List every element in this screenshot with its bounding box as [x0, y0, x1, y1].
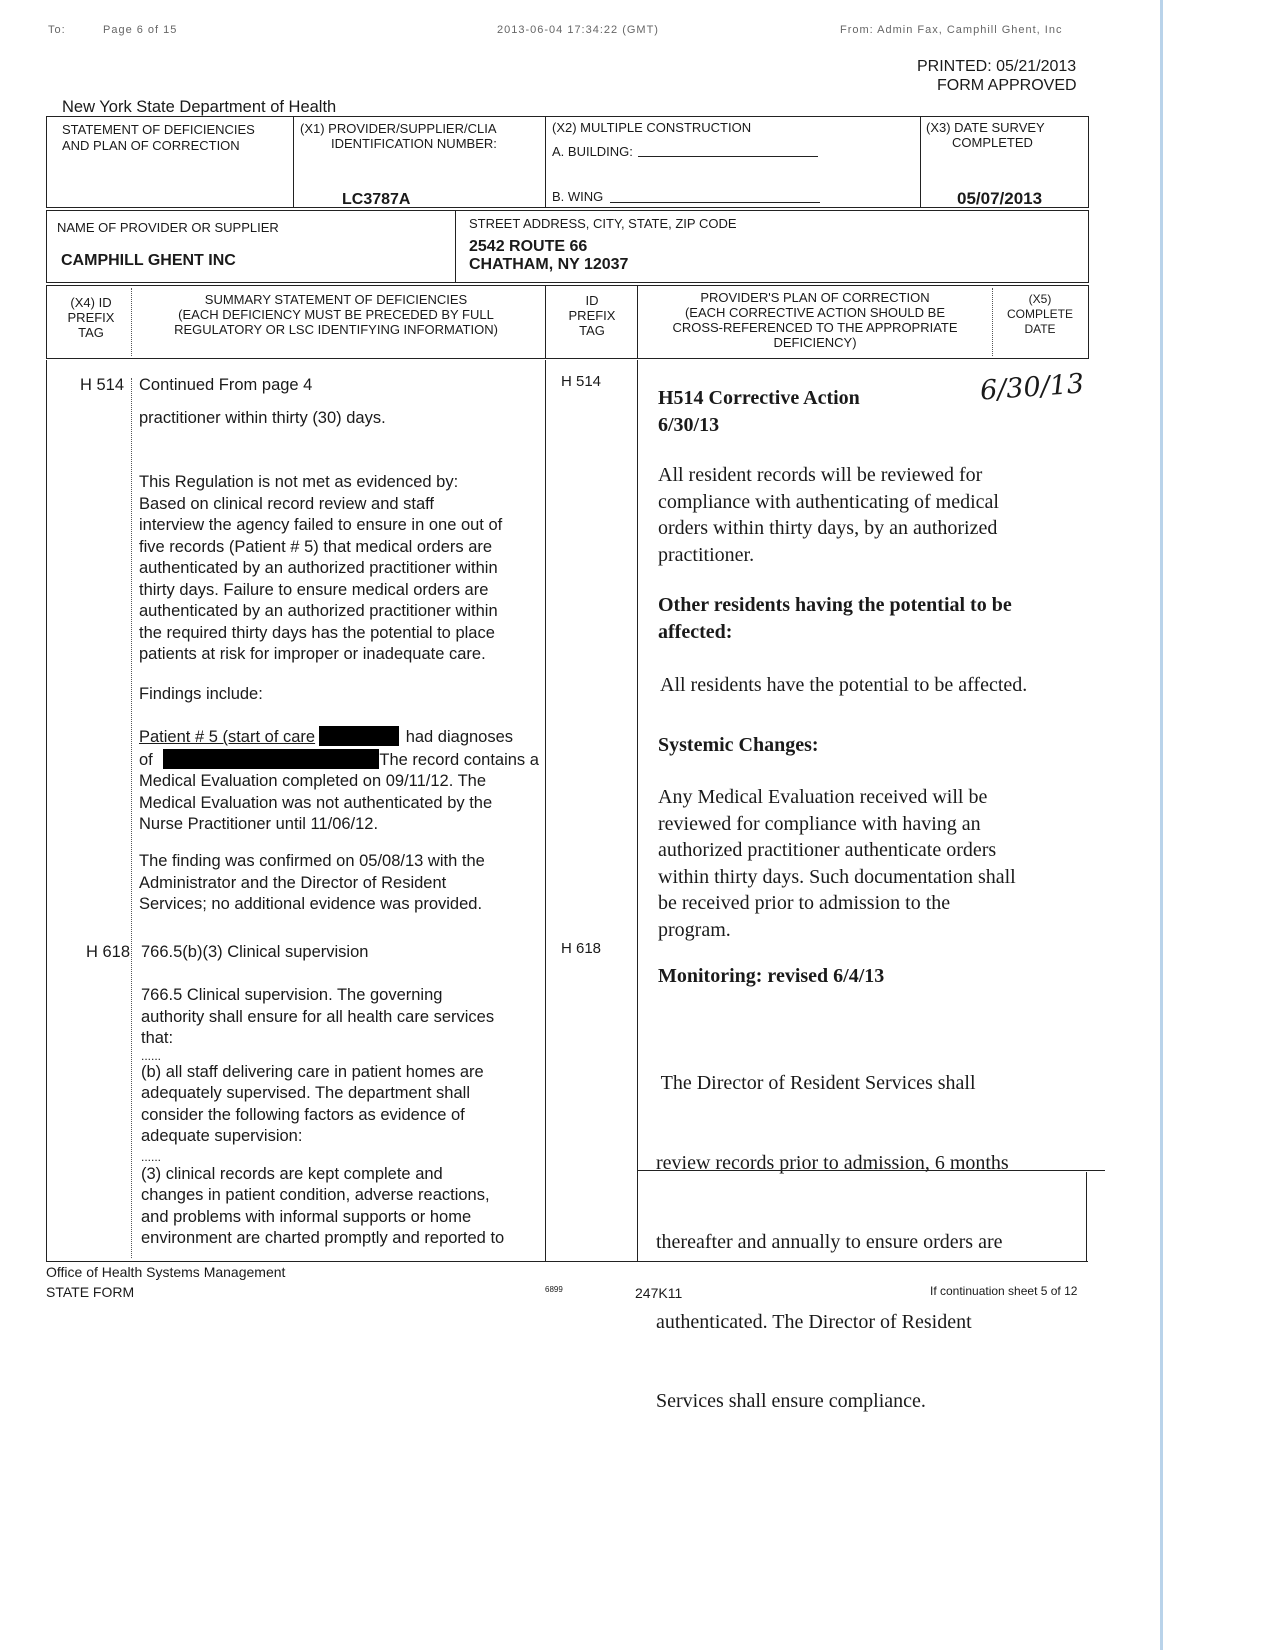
systemic-paragraph: [658, 784, 1088, 943]
tag-h618-left: H 618: [86, 943, 131, 961]
statement-label-2: AND PLAN OF CORRECTION: [62, 138, 240, 153]
x5-header-1: (X5): [1028, 292, 1052, 306]
clinical-supervision-title: 766.5(b)(3) Clinical supervision: [141, 943, 369, 961]
systemic-line: authorized practitioner authenticate orders: [658, 839, 997, 861]
x3-value: 05/07/2013: [957, 189, 1043, 208]
reg-line: thirty days. Failure to ensure medical orders are: [139, 580, 489, 599]
printed-date: PRINTED: 05/21/2013: [917, 58, 1077, 75]
monitoring-line: The Director of Resident Services shall: [656, 1072, 976, 1094]
three-line: and problems with informal supports or home: [141, 1207, 472, 1226]
finding-confirmed-paragraph: [139, 851, 543, 916]
address-label: STREET ADDRESS, CITY, STATE, ZIP CODE: [469, 216, 737, 231]
handwritten-complete-date: 6/30/13: [979, 368, 1086, 407]
statement-label-1: STATEMENT OF DEFICIENCIES: [62, 122, 255, 137]
fax-page: Page 6 of 15: [103, 24, 178, 36]
clinical-line: 766.5 Clinical supervision. The governing: [141, 986, 443, 1004]
had-diagnoses: had diagnoses: [405, 728, 514, 746]
regulation-paragraph: [139, 472, 543, 666]
patient-line: Nurse Practitioner until 11/06/12.: [139, 815, 379, 833]
monitoring-paragraph: [656, 1017, 1086, 1441]
x3-label-1: (X3) DATE SURVEY: [926, 120, 1045, 135]
x2-label: (X2) MULTIPLE CONSTRUCTION: [552, 120, 752, 135]
footer-code-small: 6899: [545, 1285, 563, 1294]
summary-header-2: (EACH DEFICIENCY MUST BE PRECEDED BY FULL: [178, 307, 494, 322]
practitioner-line: practitioner within thirty (30) days.: [139, 409, 386, 427]
address-line-2: CHATHAM, NY 12037: [469, 256, 629, 273]
form-approved: FORM APPROVED: [937, 77, 1077, 94]
review-line: practitioner.: [658, 543, 755, 566]
other-title-line: Other residents having the potential to be: [658, 594, 1012, 616]
systemic-changes-heading: Systemic Changes:: [658, 734, 819, 756]
patient-start: Patient # 5 (start of care: [139, 728, 316, 746]
patient-line: Medical Evaluation completed on 09/11/12. The: [139, 772, 487, 790]
x1-label-2: IDENTIFICATION NUMBER:: [331, 136, 497, 151]
systemic-line: Any Medical Evaluation received will be: [658, 786, 988, 808]
systemic-line: be received prior to admission to the: [658, 892, 951, 914]
wing-label: B. WING: [552, 189, 604, 204]
of-text: of: [139, 750, 153, 769]
footer-code: 247K11: [635, 1285, 683, 1301]
reg-line: patients at risk for improper or inadequate care.: [139, 645, 486, 663]
plan-header-2: (EACH CORRECTIVE ACTION SHOULD BE: [684, 305, 946, 320]
reg-line: the required thirty days has the potential to place: [139, 623, 495, 642]
three-line: (3) clinical records are kept complete and: [141, 1164, 443, 1183]
clinical-line: that:: [141, 1029, 174, 1047]
review-line: All resident records will be reviewed for: [658, 464, 983, 486]
id-header-3: TAG: [579, 323, 605, 338]
fax-to: To:: [48, 24, 66, 36]
fax-from: From: Admin Fax, Camphill Ghent, Inc: [840, 24, 1063, 36]
x4-header-3: TAG: [78, 325, 104, 340]
finding-line: Services; no additional evidence was provided.: [139, 895, 483, 913]
three-line: changes in patient condition, adverse reactions,: [141, 1186, 490, 1204]
plan-header-4: DEFICIENCY): [773, 335, 857, 350]
footer-state-form: STATE FORM: [46, 1284, 135, 1300]
other-title-line: affected:: [658, 620, 733, 643]
x4-header-1: (X4) ID: [70, 295, 112, 310]
provider-name: CAMPHILL GHENT INC: [61, 252, 236, 269]
review-paragraph: [658, 462, 1078, 568]
b-line: adequately supervised. The department shall: [141, 1084, 470, 1102]
lower-box-right: [1086, 1172, 1087, 1262]
reg-line: five records (Patient # 5) that medical orders are: [139, 537, 493, 556]
x5-header-2: COMPLETE: [1006, 307, 1073, 321]
patient-paragraph: [139, 726, 543, 836]
other-residents-heading: [658, 592, 1088, 645]
systemic-line: within thirty days. Such documentation shall: [658, 865, 1016, 888]
id-header-1: ID: [585, 293, 599, 308]
record-contains: The record contains a: [379, 750, 539, 769]
monitoring-line: review records prior to admission, 6 months: [656, 1151, 1009, 1174]
clinical-line: authority shall ensure for all health care services: [141, 1007, 495, 1026]
reg-line: This Regulation is not met as evidenced by:: [139, 473, 459, 491]
department-name: New York State Department of Health: [62, 98, 337, 116]
x3-label-2: COMPLETED: [952, 135, 1033, 150]
redaction-bar: [163, 749, 379, 769]
b-line: consider the following factors as evidence of: [141, 1105, 465, 1124]
summary-header-1: SUMMARY STATEMENT OF DEFICIENCIES: [204, 292, 468, 307]
continued-from: Continued From page 4: [139, 376, 313, 394]
reg-line: interview the agency failed to ensure in one out of: [139, 516, 503, 534]
corrective-action-title: H514 Corrective Action: [658, 387, 860, 409]
b-line: (b) all staff delivering care in patient homes are: [141, 1062, 484, 1081]
tag-h514-left: H 514: [80, 376, 125, 394]
scan-edge-line: [1160, 0, 1163, 1650]
id-header-2: PREFIX: [568, 308, 616, 323]
finding-line: The finding was confirmed on 05/08/13 with the: [139, 852, 485, 870]
x1-value: LC3787A: [342, 191, 411, 208]
ellipsis: ......: [141, 1149, 162, 1164]
summary-header-3: REGULATORY OR LSC IDENTIFYING INFORMATION): [174, 322, 498, 337]
all-residents-line: All residents have the potential to be affected.: [660, 674, 1028, 696]
reg-line: Based on clinical record review and staff: [139, 494, 435, 513]
review-line: compliance with authenticating of medical: [658, 490, 999, 513]
systemic-line: program.: [658, 918, 731, 941]
fax-datetime: 2013-06-04 17:34:22 (GMT): [497, 24, 659, 36]
address-line-1: 2542 ROUTE 66: [469, 238, 588, 255]
monitoring-line: Services shall ensure compliance.: [656, 1390, 926, 1412]
building-label: A. BUILDING:: [552, 144, 633, 159]
lower-box-top: [637, 1170, 1105, 1171]
monitoring-line: authenticated. The Director of Resident: [656, 1310, 972, 1333]
plan-header-3: CROSS-REFERENCED TO THE APPROPRIATE: [672, 320, 958, 335]
ellipsis: ......: [141, 1048, 162, 1063]
three-line: environment are charted promptly and reported to: [141, 1229, 505, 1247]
systemic-line: reviewed for compliance with having an: [658, 812, 981, 835]
x5-header-3: DATE: [1024, 322, 1056, 336]
clinical-paragraph: [141, 985, 545, 1250]
monitoring-heading: Monitoring: revised 6/4/13: [658, 965, 885, 987]
tag-h618-mid: H 618: [561, 940, 602, 957]
findings-include: Findings include:: [139, 685, 263, 703]
plan-header-1: PROVIDER'S PLAN OF CORRECTION: [700, 290, 930, 305]
provider-name-label: NAME OF PROVIDER OR SUPPLIER: [57, 220, 279, 235]
redaction-bar: [319, 726, 399, 746]
monitoring-line: thereafter and annually to ensure orders are: [656, 1231, 1003, 1253]
reg-line: authenticated by an authorized practitioner within: [139, 602, 498, 620]
tag-h514-mid: H 514: [561, 373, 602, 390]
x4-header-2: PREFIX: [67, 310, 115, 325]
corrective-action-date: 6/30/13: [658, 414, 720, 436]
patient-line: Medical Evaluation was not authenticated by the: [139, 793, 493, 812]
b-line: adequate supervision:: [141, 1127, 303, 1145]
x1-label-1: (X1) PROVIDER/SUPPLIER/CLIA: [300, 121, 497, 136]
footer-office: Office of Health Systems Management: [46, 1264, 286, 1280]
finding-line: Administrator and the Director of Resident: [139, 873, 447, 892]
review-line: orders within thirty days, by an authorized: [658, 517, 998, 539]
footer-continuation: If continuation sheet 5 of 12: [930, 1284, 1078, 1298]
reg-line: authenticated by an authorized practitioner within: [139, 559, 498, 577]
